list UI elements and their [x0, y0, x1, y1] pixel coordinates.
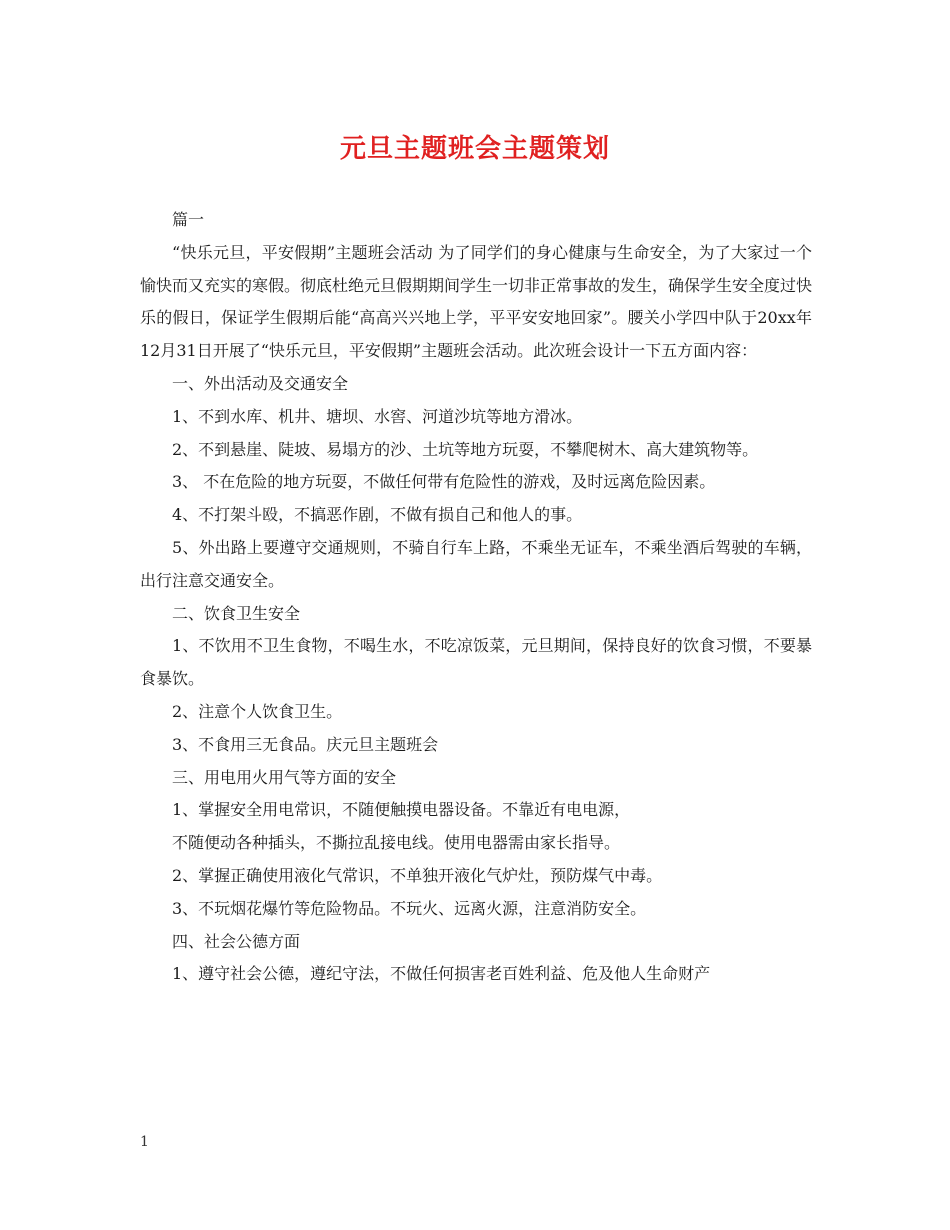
paragraph: 1、遵守社会公德，遵纪守法，不做任何损害老百姓利益、危及他人生命财产 — [172, 964, 711, 984]
paragraph: 1、不到水库、机井、塘坝、水窖、河道沙坑等地方滑冰。 — [172, 406, 583, 426]
section-heading: 二、饮食卫生安全 — [172, 603, 301, 623]
paragraph: 3、不食用三无食品。庆元旦主题班会 — [172, 734, 439, 754]
paragraph: 2、注意个人饮食卫生。 — [172, 701, 343, 721]
paragraph: 1、不饮用不卫生食物，不喝生水，不吃凉饭菜，元旦期间，保持良好的饮食习惯，不要暴食暴饮。 — [140, 636, 812, 689]
paragraph: 2、掌握正确使用液化气常识，不单独开液化气炉灶，预防煤气中毒。 — [172, 865, 663, 885]
section-heading: 一、外出活动及交通安全 — [172, 373, 349, 393]
paragraph: “快乐元旦，平安假期”主题班会活动 为了同学们的身心健康与生命安全，为了大家过一个愉快而又充实的寒假。彻底杜绝元旦假期期间学生一切非正常事故的发生，确保学生安全度过快乐的假日，保证学生假期后能“高高兴兴地上学，平平安安地回家”。腰关小学四中队于20xx年12月31日开展了“快乐元旦，平安假期”主题班会活动。此次班会设计一下五方面内容： — [140, 242, 813, 361]
paragraph: 篇一 — [172, 210, 205, 229]
paragraph: 3、 不在危险的地方玩耍，不做任何带有危险性的游戏，及时远离危险因素。 — [172, 472, 716, 492]
page-number: 1 — [140, 1134, 149, 1150]
paragraph: 1、掌握安全用电常识，不随便触摸电器设备。不靠近有电电源， — [172, 800, 631, 820]
paragraph: 5、外出路上要遵守交通规则，不骑自行车上路，不乘坐无证车，不乘坐酒后驾驶的车辆，出行注意交通安全。 — [140, 537, 812, 590]
paragraph: 不随便动各种插头，不撕拉乱接电线。使用电器需由家长指导。 — [172, 833, 621, 853]
paragraph: 4、不打架斗殴，不搞恶作剧，不做有损自己和他人的事。 — [172, 505, 583, 525]
paragraph: 2、不到悬崖、陡坡、易塌方的沙、土坑等地方玩耍，不攀爬树木、高大建筑物等。 — [172, 439, 759, 459]
document-title: 元旦主题班会主题策划 — [339, 134, 610, 164]
section-heading: 四、社会公德方面 — [172, 931, 301, 951]
document-body — [140, 204, 812, 991]
section-heading: 三、用电用火用气等方面的安全 — [172, 767, 397, 787]
paragraph: 3、不玩烟花爆竹等危险物品。不玩火、远离火源，注意消防安全。 — [172, 898, 647, 918]
